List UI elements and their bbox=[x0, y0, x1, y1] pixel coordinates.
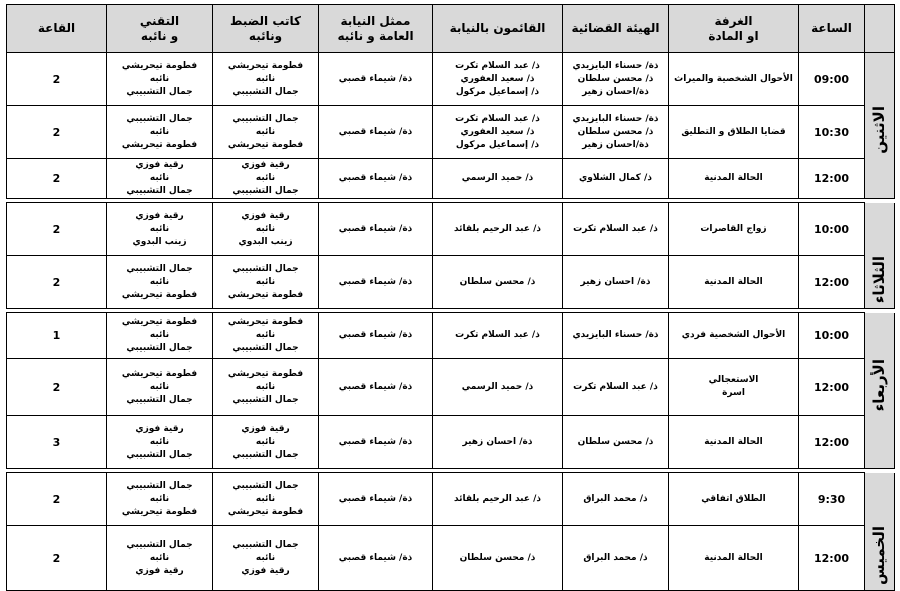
clerk-cell bbox=[213, 359, 319, 416]
delegated-cell bbox=[433, 359, 563, 416]
day-cell bbox=[865, 106, 895, 159]
prosecution-cell: ذة/ شيماء قصبي bbox=[319, 416, 433, 469]
cell-line: جمال التشبيبي bbox=[126, 113, 193, 124]
delegated-cell bbox=[433, 313, 563, 359]
cell-line: ذة/ حسناء البايزيدي bbox=[572, 60, 659, 71]
chamber-cell bbox=[669, 159, 799, 199]
cell-line: رقية فوزي bbox=[135, 160, 184, 170]
cell-line: جمال التشبيبي bbox=[232, 449, 299, 460]
cell-line: الحالة المدنية bbox=[704, 552, 763, 563]
cell-line: ذة/ احسان زهير bbox=[580, 276, 651, 287]
delegated-cell bbox=[433, 473, 563, 526]
court-schedule bbox=[6, 4, 894, 591]
day-cell bbox=[865, 159, 895, 199]
clerk-cell bbox=[213, 313, 319, 359]
room-header: القاعة bbox=[7, 5, 107, 53]
panel-cell bbox=[563, 256, 669, 309]
day-label: الخميس bbox=[870, 525, 888, 585]
table-row bbox=[7, 106, 895, 159]
cell-line: نائبه bbox=[149, 223, 170, 234]
cell-line: نائبه bbox=[149, 173, 170, 183]
time-cell: 09:00 bbox=[799, 53, 865, 106]
tech-cell bbox=[107, 473, 213, 526]
table-row bbox=[7, 159, 895, 199]
cell-line: فطومة تيحريشي bbox=[121, 317, 198, 327]
time-cell: 10:30 bbox=[799, 106, 865, 159]
cell-line: ذ/ محمد البراق bbox=[583, 552, 648, 563]
chamber-header-line1: الغرفة bbox=[714, 13, 753, 28]
cell-line: نائبه bbox=[255, 276, 276, 287]
clerk-cell bbox=[213, 159, 319, 199]
tech-cell bbox=[107, 159, 213, 199]
tech-cell bbox=[107, 106, 213, 159]
cell-line: الحالة المدنية bbox=[704, 173, 763, 183]
cell-line: ذ/ محسن سلطان bbox=[577, 126, 654, 137]
cell-line: ذ/ سعيد العفوري bbox=[460, 73, 535, 84]
cell-line: جمال التشبيبي bbox=[232, 186, 299, 196]
table-row bbox=[7, 526, 895, 590]
cell-line: نائبه bbox=[149, 493, 170, 504]
room-cell: 2 bbox=[7, 159, 107, 199]
clerk-header-line1: كاتب الضبط bbox=[229, 13, 302, 28]
cell-line: نائبه bbox=[149, 73, 170, 84]
cell-line: جمال التشبيبي bbox=[126, 449, 193, 460]
chamber-cell bbox=[669, 256, 799, 309]
cell-line: نائبه bbox=[255, 173, 276, 183]
delegated-cell bbox=[433, 526, 563, 590]
cell-line: نائبه bbox=[255, 126, 276, 137]
cell-line: نائبه bbox=[149, 381, 170, 392]
time-cell: 10:00 bbox=[799, 203, 865, 256]
clerk-cell bbox=[213, 256, 319, 309]
table-row bbox=[7, 203, 895, 256]
delegated-cell bbox=[433, 203, 563, 256]
chamber-header bbox=[669, 5, 799, 53]
cell-line: نائبه bbox=[149, 552, 170, 563]
prosecution-header bbox=[319, 5, 433, 53]
cell-line: فطومة تيحريشي bbox=[121, 368, 198, 379]
chamber-cell bbox=[669, 526, 799, 590]
cell-line: الأحوال الشخصية والميراث bbox=[674, 73, 793, 84]
table-row bbox=[7, 313, 895, 359]
cell-line: ذ/ كمال الشلاوي bbox=[579, 173, 652, 183]
tech-cell bbox=[107, 416, 213, 469]
cell-line: جمال التشبيبي bbox=[126, 86, 193, 97]
cell-line: نائبه bbox=[255, 381, 276, 392]
tech-cell bbox=[107, 256, 213, 309]
time-cell: 9:30 bbox=[799, 473, 865, 526]
schedule-table bbox=[6, 4, 895, 591]
cell-line: زينب البدوي bbox=[238, 236, 293, 247]
prosecution-header-line2: العامة و نائبه bbox=[337, 28, 414, 43]
panel-cell bbox=[563, 473, 669, 526]
header-row bbox=[7, 5, 895, 53]
panel-cell bbox=[563, 159, 669, 199]
chamber-cell bbox=[669, 473, 799, 526]
chamber-cell bbox=[669, 416, 799, 469]
cell-line: ذ/ محمد البراق bbox=[583, 493, 648, 504]
day-label: الأربعاء bbox=[870, 358, 888, 411]
table-row bbox=[7, 416, 895, 469]
tech-cell bbox=[107, 313, 213, 359]
time-cell: 10:00 bbox=[799, 313, 865, 359]
prosecution-cell: ذة/ شيماء قصبي bbox=[319, 526, 433, 590]
clerk-cell bbox=[213, 526, 319, 590]
chamber-cell bbox=[669, 313, 799, 359]
clerk-cell bbox=[213, 416, 319, 469]
cell-line: ذ/ عبد السلام تكرت bbox=[455, 330, 540, 340]
day-cell bbox=[865, 313, 895, 359]
tech-cell bbox=[107, 53, 213, 106]
tech-cell bbox=[107, 526, 213, 590]
chamber-cell bbox=[669, 359, 799, 416]
cell-line: زواج القاصرات bbox=[700, 223, 767, 234]
cell-line: رقية فوزي bbox=[241, 210, 290, 221]
cell-line: جمال التشبيبي bbox=[232, 113, 299, 124]
cell-line: اسرة bbox=[722, 388, 745, 399]
schedule-body bbox=[7, 53, 895, 591]
table-row bbox=[7, 473, 895, 526]
delegated-cell bbox=[433, 416, 563, 469]
delegated-cell bbox=[433, 159, 563, 199]
cell-line: الحالة المدنية bbox=[704, 276, 763, 287]
cell-line: قضايا الطلاق و التطليق bbox=[681, 126, 786, 137]
tech-header-line2: و نائبه bbox=[140, 28, 179, 43]
panel-cell bbox=[563, 526, 669, 590]
day-cell bbox=[865, 53, 895, 106]
clerk-header-line2: ونائبه bbox=[248, 28, 283, 43]
cell-line: رقية فوزي bbox=[241, 160, 290, 170]
day-cell bbox=[865, 359, 895, 416]
cell-line: نائبه bbox=[255, 223, 276, 234]
cell-line: ذ/ حميد الرسمي bbox=[461, 381, 534, 392]
cell-line: نائبه bbox=[255, 552, 276, 563]
clerk-cell bbox=[213, 473, 319, 526]
cell-line: ذ/ عبد السلام تكرت bbox=[455, 60, 540, 71]
cell-line: ذ/ إسماعيل مركول bbox=[455, 139, 540, 150]
cell-line: نائبه bbox=[255, 73, 276, 84]
cell-line: ذ/ عبد السلام تكرت bbox=[455, 113, 540, 124]
delegated-cell bbox=[433, 53, 563, 106]
cell-line: فطومة تيحريشي bbox=[227, 506, 304, 517]
cell-line: رقية فوزي bbox=[241, 565, 290, 576]
cell-line: فطومة تيحريشي bbox=[121, 289, 198, 300]
room-cell: 2 bbox=[7, 526, 107, 590]
cell-line: جمال التشبيبي bbox=[232, 480, 299, 491]
cell-line: فطومة تيحريشي bbox=[121, 139, 198, 150]
cell-line: رقية فوزي bbox=[241, 423, 290, 434]
table-row bbox=[7, 256, 895, 309]
day-cell bbox=[865, 473, 895, 526]
clerk-cell bbox=[213, 106, 319, 159]
cell-line: ذ/ حميد الرسمي bbox=[461, 173, 534, 183]
chamber-cell bbox=[669, 203, 799, 256]
day-label: الثلاثاء bbox=[870, 255, 888, 303]
cell-line: جمال التشبيبي bbox=[232, 394, 299, 405]
panel-cell bbox=[563, 106, 669, 159]
day-cell bbox=[865, 416, 895, 469]
room-cell: 3 bbox=[7, 416, 107, 469]
cell-line: ذة/ حسناء البايزيدي bbox=[572, 113, 659, 124]
cell-line: نائبه bbox=[149, 276, 170, 287]
cell-line: الأحوال الشخصية فردي bbox=[681, 330, 786, 340]
day-cell bbox=[865, 256, 895, 309]
cell-line: ذة/احسان زهير bbox=[582, 139, 649, 150]
cell-line: ذة/ احسان زهير bbox=[462, 436, 533, 447]
cell-line: جمال التشبيبي bbox=[126, 539, 193, 550]
day-header bbox=[865, 5, 895, 53]
cell-line: ذة/ حسناء البايزيدي bbox=[572, 330, 659, 340]
panel-cell bbox=[563, 203, 669, 256]
prosecution-cell: ذة/ شيماء قصبي bbox=[319, 106, 433, 159]
day-label: الاثنين bbox=[870, 105, 888, 154]
cell-line: نائبه bbox=[255, 436, 276, 447]
room-cell: 2 bbox=[7, 359, 107, 416]
room-cell: 2 bbox=[7, 106, 107, 159]
cell-line: ذ/ عبد الرحيم بلقائد bbox=[453, 493, 542, 504]
cell-line: نائبه bbox=[255, 493, 276, 504]
day-cell bbox=[865, 203, 895, 256]
cell-line: فطومة تيحريشي bbox=[227, 139, 304, 150]
time-cell: 12:00 bbox=[799, 526, 865, 590]
prosecution-cell: ذة/ شيماء قصبي bbox=[319, 256, 433, 309]
tech-header bbox=[107, 5, 213, 53]
cell-line: جمال التشبيبي bbox=[232, 539, 299, 550]
clerk-header bbox=[213, 5, 319, 53]
cell-line: فطومة تيحريشي bbox=[227, 317, 304, 327]
cell-line: ذ/ محسن سلطان bbox=[459, 276, 536, 287]
prosecution-cell: ذة/ شيماء قصبي bbox=[319, 473, 433, 526]
cell-line: ذ/ محسن سلطان bbox=[577, 436, 654, 447]
prosecution-cell: ذة/ شيماء قصبي bbox=[319, 359, 433, 416]
cell-line: جمال التشبيبي bbox=[232, 263, 299, 274]
panel-cell bbox=[563, 359, 669, 416]
panel-cell bbox=[563, 53, 669, 106]
table-row bbox=[7, 53, 895, 106]
room-cell: 2 bbox=[7, 53, 107, 106]
clerk-cell bbox=[213, 53, 319, 106]
day-cell bbox=[865, 526, 895, 590]
time-cell: 12:00 bbox=[799, 416, 865, 469]
tech-cell bbox=[107, 203, 213, 256]
cell-line: نائبه bbox=[149, 330, 170, 340]
delegated-header: القائمون بالنيابة bbox=[433, 5, 563, 53]
cell-line: فطومة تيحريشي bbox=[227, 60, 304, 71]
room-cell: 2 bbox=[7, 256, 107, 309]
cell-line: فطومة تيحريشي bbox=[227, 289, 304, 300]
prosecution-header-line1: ممثل النيابة bbox=[340, 13, 411, 28]
cell-line: ذ/ عبد الرحيم بلقائد bbox=[453, 223, 542, 234]
prosecution-cell: ذة/ شيماء قصبي bbox=[319, 159, 433, 199]
cell-line: جمال التشبيبي bbox=[232, 86, 299, 97]
cell-line: الاستعجالي bbox=[708, 375, 759, 386]
chamber-cell bbox=[669, 53, 799, 106]
time-cell: 12:00 bbox=[799, 256, 865, 309]
cell-line: الطلاق اتفاقي bbox=[701, 493, 766, 504]
table-row bbox=[7, 359, 895, 416]
panel-cell bbox=[563, 416, 669, 469]
cell-line: فطومة تيحريشي bbox=[121, 60, 198, 71]
cell-line: جمال التشبيبي bbox=[126, 480, 193, 491]
cell-line: ذ/ سعيد العفوري bbox=[460, 126, 535, 137]
prosecution-cell: ذة/ شيماء قصبي bbox=[319, 203, 433, 256]
cell-line: ذة/احسان زهير bbox=[582, 86, 649, 97]
cell-line: زينب البدوي bbox=[132, 236, 187, 247]
cell-line: جمال التشبيبي bbox=[126, 186, 193, 196]
panel-cell bbox=[563, 313, 669, 359]
cell-line: الحالة المدنية bbox=[704, 436, 763, 447]
prosecution-cell: ذة/ شيماء قصبي bbox=[319, 313, 433, 359]
cell-line: ذ/ محسن سلطان bbox=[459, 552, 536, 563]
tech-header-line1: التقني bbox=[139, 13, 180, 28]
time-header: الساعة bbox=[799, 5, 865, 53]
cell-line: جمال التشبيبي bbox=[126, 394, 193, 405]
cell-line: فطومة تيحريشي bbox=[121, 506, 198, 517]
prosecution-cell: ذة/ شيماء قصبي bbox=[319, 53, 433, 106]
tech-cell bbox=[107, 359, 213, 416]
room-cell: 2 bbox=[7, 473, 107, 526]
cell-line: نائبه bbox=[255, 330, 276, 340]
cell-line: نائبه bbox=[149, 436, 170, 447]
cell-line: رقية فوزي bbox=[135, 565, 184, 576]
cell-line: ذ/ عبد السلام تكرت bbox=[573, 223, 658, 234]
cell-line: ذ/ محسن سلطان bbox=[577, 73, 654, 84]
delegated-cell bbox=[433, 106, 563, 159]
cell-line: فطومة تيحريشي bbox=[227, 368, 304, 379]
cell-line: ذ/ عبد السلام تكرت bbox=[573, 381, 658, 392]
room-cell: 2 bbox=[7, 203, 107, 256]
cell-line: نائبه bbox=[149, 126, 170, 137]
chamber-header-line2: او المادة bbox=[708, 28, 759, 43]
cell-line: جمال التشبيبي bbox=[232, 343, 299, 353]
cell-line: جمال التشبيبي bbox=[126, 263, 193, 274]
time-cell: 12:00 bbox=[799, 159, 865, 199]
cell-line: ذ/ إسماعيل مركول bbox=[455, 86, 540, 97]
cell-line: رقية فوزي bbox=[135, 423, 184, 434]
chamber-cell bbox=[669, 106, 799, 159]
cell-line: رقية فوزي bbox=[135, 210, 184, 221]
time-cell: 12:00 bbox=[799, 359, 865, 416]
delegated-cell bbox=[433, 256, 563, 309]
clerk-cell bbox=[213, 203, 319, 256]
panel-header: الهيئة القضائية bbox=[563, 5, 669, 53]
room-cell: 1 bbox=[7, 313, 107, 359]
cell-line: جمال التشبيبي bbox=[126, 343, 193, 353]
